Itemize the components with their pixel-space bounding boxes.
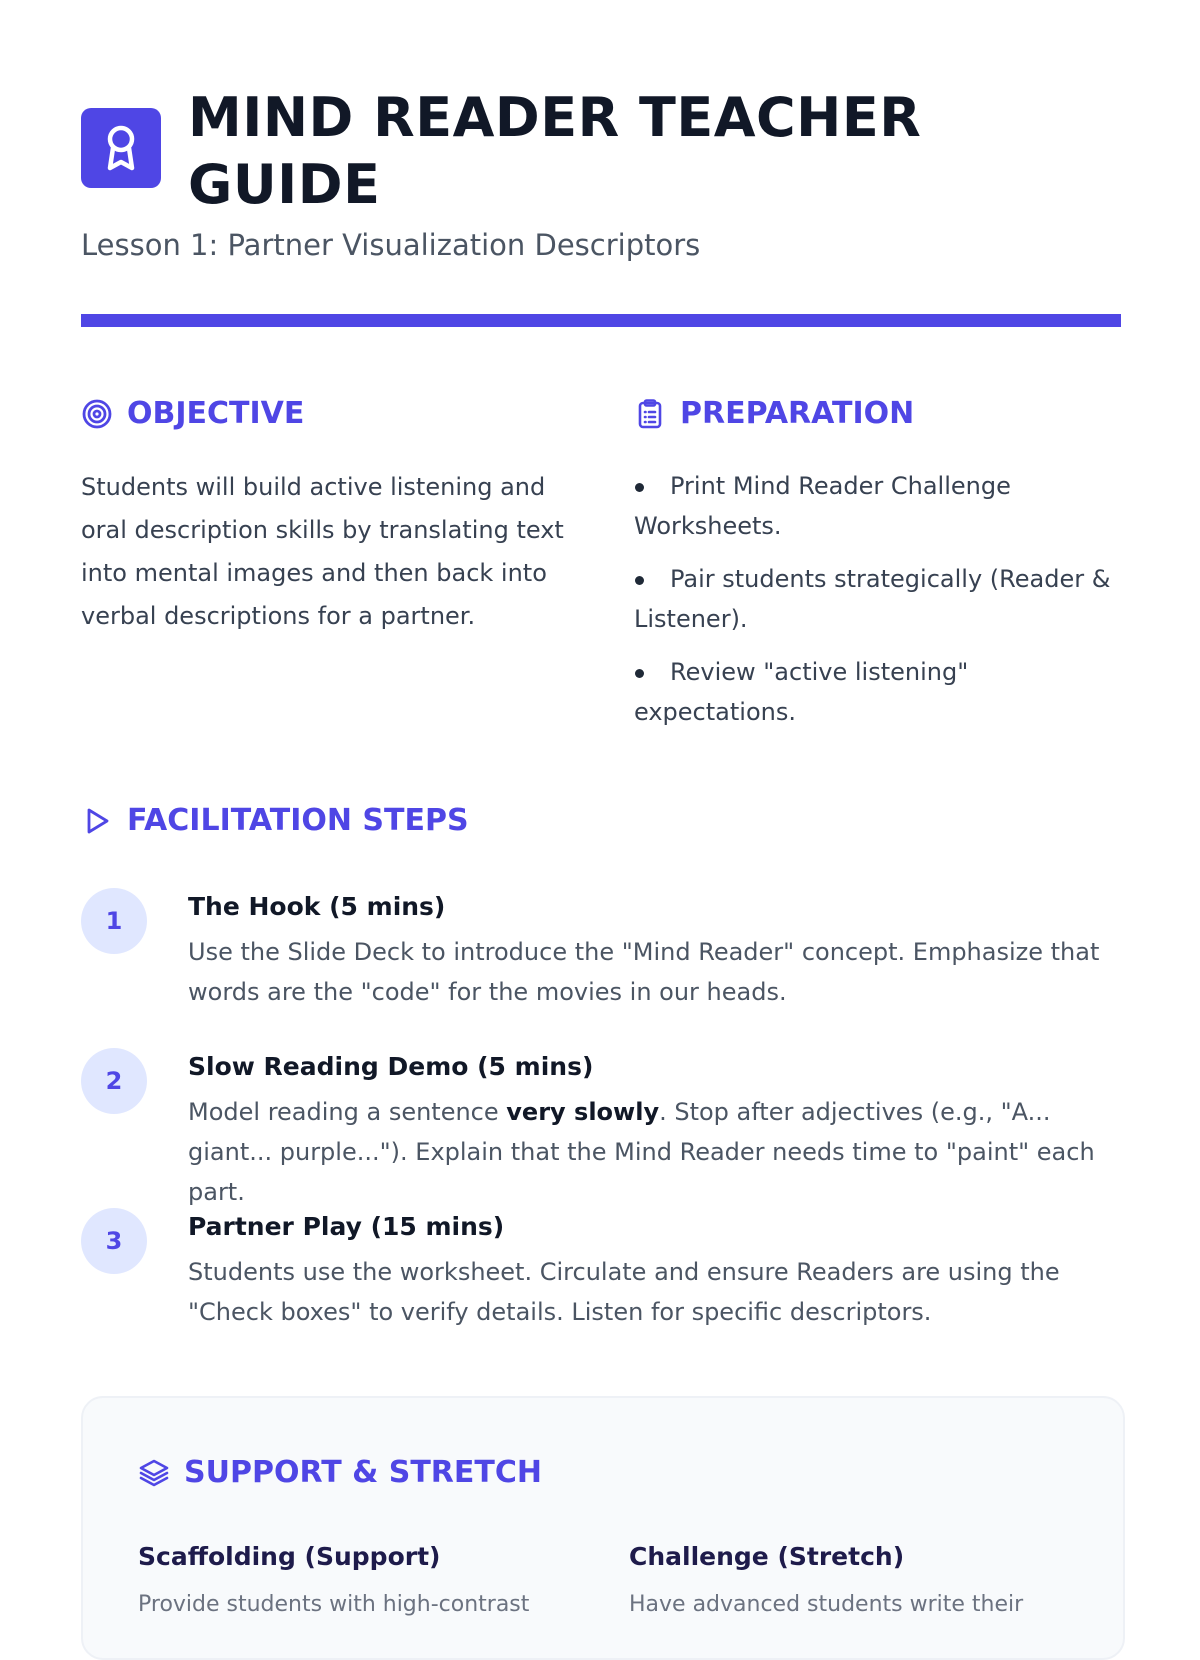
challenge-text: Have advanced students write their (629, 1592, 1024, 1617)
step-title: The Hook (5 mins) (188, 892, 446, 921)
layers-icon (138, 1457, 170, 1489)
clipboard-list-icon (634, 398, 666, 430)
preparation-heading-label: PREPARATION (680, 396, 915, 431)
list-item: Print Mind Reader Challenge Worksheets. (634, 466, 1124, 546)
step-title: Partner Play (15 mins) (188, 1212, 505, 1241)
objective-heading-label: OBJECTIVE (127, 396, 305, 431)
objective-heading (81, 396, 304, 431)
play-icon (81, 805, 113, 837)
list-item: Review "active listening" expectations. (634, 652, 1124, 732)
ribbon-award-icon (81, 108, 161, 188)
step-description: Students use the worksheet. Circulate and ensure Readers are using the "Check boxes" to verify details. Listen for specific descriptors. (188, 1258, 1060, 1326)
step-number: 3 (81, 1208, 147, 1274)
step-number: 1 (81, 888, 147, 954)
step-description: Use the Slide Deck to introduce the "Mind Reader" concept. Emphasize that words are the "code" for the movies in our heads. (188, 938, 1100, 1006)
lesson-subtitle: Lesson 1: Partner Visualization Descriptors (81, 228, 701, 262)
scaffolding-text: Provide students with high-contrast (138, 1592, 530, 1617)
target-icon (81, 398, 113, 430)
facilitation-steps-heading-label: FACILITATION STEPS (127, 803, 469, 838)
page-title: MIND READER TEACHER GUIDE (188, 86, 922, 216)
header-divider (81, 314, 1121, 327)
support-stretch-heading (138, 1455, 542, 1490)
facilitation-steps-heading (81, 803, 469, 838)
step-title: Slow Reading Demo (5 mins) (188, 1052, 594, 1081)
support-stretch-heading-label: SUPPORT & STRETCH (184, 1455, 542, 1490)
step-description (188, 1092, 1123, 1212)
step-number: 2 (81, 1048, 147, 1114)
preparation-heading (634, 396, 914, 431)
step-text: . Stop after adjectives (e.g., "A... giant... purple..."). Explain that the Mind Reader needs time to "paint" each part. (188, 1098, 1095, 1206)
objective-text: Students will build active listening and oral description skills by translating text into mental images and then back into verbal descriptions for a partner. (81, 473, 564, 630)
scaffolding-title: Scaffolding (Support) (138, 1542, 441, 1571)
step-emphasis: very slowly (506, 1098, 660, 1126)
preparation-list (634, 466, 1124, 745)
challenge-title: Challenge (Stretch) (629, 1542, 905, 1571)
step-text: Model reading a sentence (188, 1098, 507, 1126)
list-item: Pair students strategically (Reader & Listener). (634, 559, 1124, 639)
